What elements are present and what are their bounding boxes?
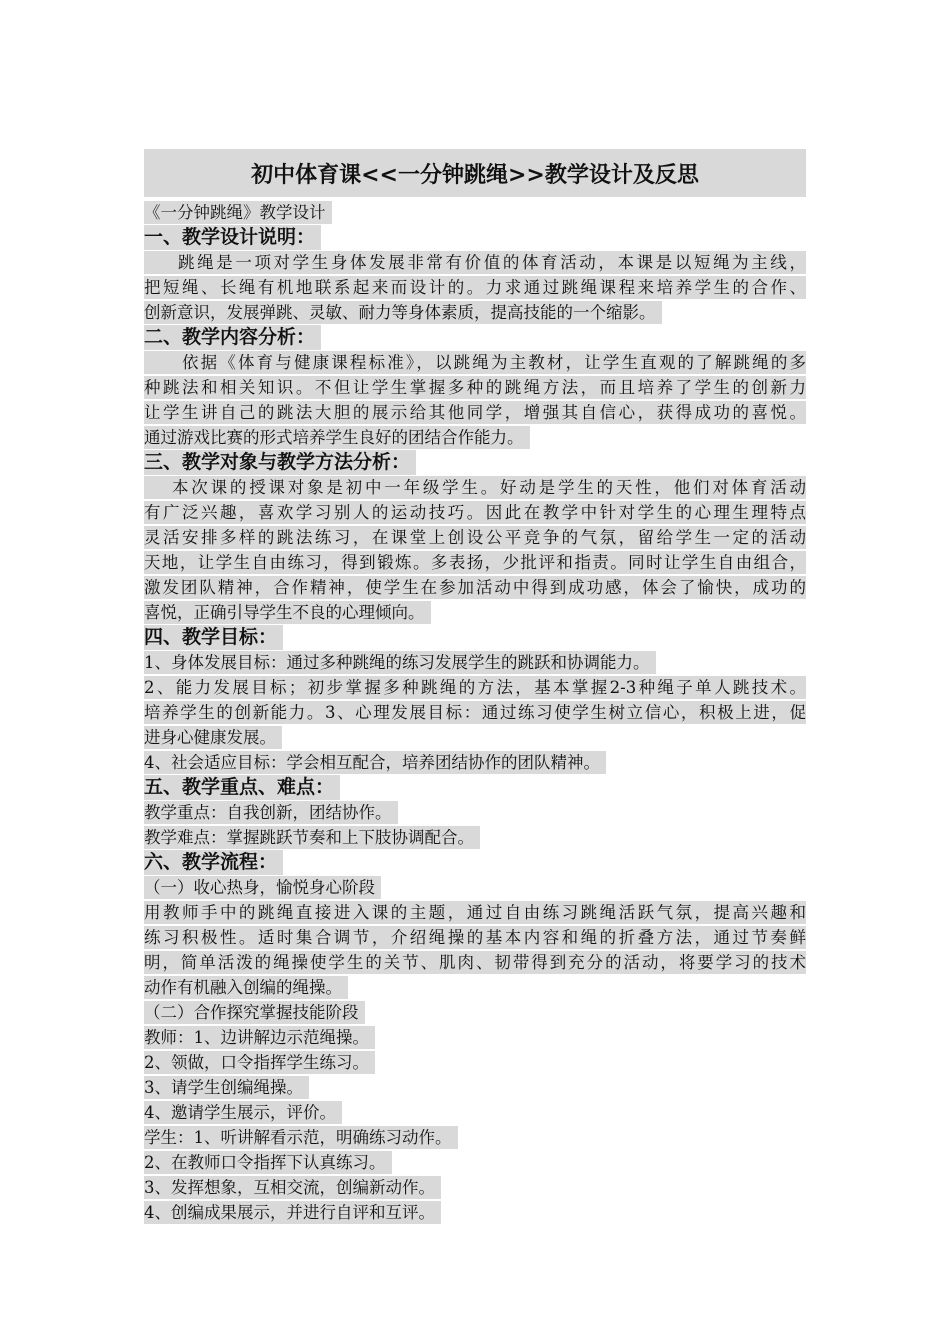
section-3-line-5: 激发团队精神，合作精神，使学生在参加活动中得到成功感，体会了愉快，成功的: [144, 578, 806, 597]
section-heading-5: 五、教学重点、难点：: [144, 775, 340, 800]
section-2-line-1: 依据《体育与健康课程标准》，以跳绳为主教材，让学生直观的了解跳绳的多: [144, 351, 806, 374]
section-4-line-3: 培养学生的创新能力。3、心理发展目标：通过练习使学生树立信心，积极上进，促: [144, 703, 806, 722]
section-5-line-1: 教学重点：自我创新，团结协作。: [144, 801, 398, 824]
section-6-line-10: 4、邀请学生展示，评价。: [144, 1101, 342, 1124]
section-1-line-1: 跳绳是一项对学生身体发展非常有价值的体育活动，本课是以短绳为主线，: [144, 251, 806, 274]
section-6-line-7: 教师：1、边讲解边示范绳操。: [144, 1026, 375, 1049]
section-4-line-5: 4、社会适应目标：学会相互配合，培养团结协作的团队精神。: [144, 751, 606, 774]
section-heading-6: 六、教学流程：: [144, 850, 283, 875]
section-4-line-2: 2、能力发展目标；初步掌握多种跳绳的方法，基本掌握2-3种绳子单人跳技术。: [144, 678, 806, 697]
section-2-line-4: 通过游戏比赛的形式培养学生良好的团结合作能力。: [144, 426, 530, 449]
section-6-line-3: 练习积极性。适时集合调节，介绍绳操的基本内容和绳的折叠方法，通过节奏鲜: [144, 928, 806, 947]
section-1-line-3: 创新意识，发展弹跳、灵敏、耐力等身体素质，提高技能的一个缩影。: [144, 301, 662, 324]
section-6-line-5: 动作有机融入创编的绳操。: [144, 976, 348, 999]
section-heading-1: 一、教学设计说明：: [144, 225, 321, 250]
section-heading-3: 三、教学对象与教学方法分析：: [144, 450, 416, 475]
section-6-line-6: （二）合作探究掌握技能阶段: [144, 1001, 365, 1024]
section-6-line-11: 学生：1、听讲解看示范，明确练习动作。: [144, 1126, 458, 1149]
section-4-line-1: 1、身体发展目标：通过多种跳绳的练习发展学生的跳跃和协调能力。: [144, 651, 656, 674]
section-3-line-3: 灵活安排多样的跳法练习，在课堂上创设公平竞争的气氛，留给学生一定的活动: [144, 528, 806, 547]
section-6-line-14: 4、创编成果展示，并进行自评和互评。: [144, 1201, 441, 1224]
section-2-line-2: 种跳法和相关知识。不但让学生掌握多种的跳绳方法，而且培养了学生的创新力: [144, 378, 806, 397]
section-6-line-13: 3、发挥想象，互相交流，创编新动作。: [144, 1176, 441, 1199]
document-title: 初中体育课<<一分钟跳绳>>教学设计及反思: [144, 149, 806, 197]
section-4-line-4: 进身心健康发展。: [144, 726, 282, 749]
section-heading-4: 四、教学目标：: [144, 625, 283, 650]
section-6-line-8: 2、领做，口令指挥学生练习。: [144, 1051, 375, 1074]
section-2-line-3: 让学生讲自己的跳法大胆的展示给其他同学，增强其自信心，获得成功的喜悦。: [144, 403, 806, 422]
section-6-line-12: 2、在教师口令指挥下认真练习。: [144, 1151, 392, 1174]
section-5-line-2: 教学难点：掌握跳跃节奏和上下肢协调配合。: [144, 826, 480, 849]
document-subtitle: 《一分钟跳绳》教学设计: [144, 201, 332, 224]
section-3-line-6: 喜悦，正确引导学生不良的心理倾向。: [144, 601, 431, 624]
section-1-line-2: 把短绳、长绳有机地联系起来而设计的。力求通过跳绳课程来培养学生的合作、: [144, 278, 806, 297]
section-3-line-4: 天地，让学生自由练习，得到锻炼。多表扬，少批评和指责。同时让学生自由组合，: [144, 553, 806, 572]
section-6-line-1: （一）收心热身，愉悦身心阶段: [144, 876, 381, 899]
section-6-line-2: 用教师手中的跳绳直接进入课的主题，通过自由练习跳绳活跃气氛，提高兴趣和: [144, 903, 806, 922]
section-6-line-4: 明，简单活泼的绳操使学生的关节、肌肉、韧带得到充分的活动，将要学习的技术: [144, 953, 806, 972]
section-3-line-2: 有广泛兴趣，喜欢学习别人的运动技巧。因此在教学中针对学生的心理生理特点: [144, 503, 806, 522]
section-heading-2: 二、教学内容分析：: [144, 325, 321, 350]
section-3-line-1: 本次课的授课对象是初中一年级学生。好动是学生的天性，他们对体育活动: [144, 476, 806, 499]
section-6-line-9: 3、请学生创编绳操。: [144, 1076, 309, 1099]
